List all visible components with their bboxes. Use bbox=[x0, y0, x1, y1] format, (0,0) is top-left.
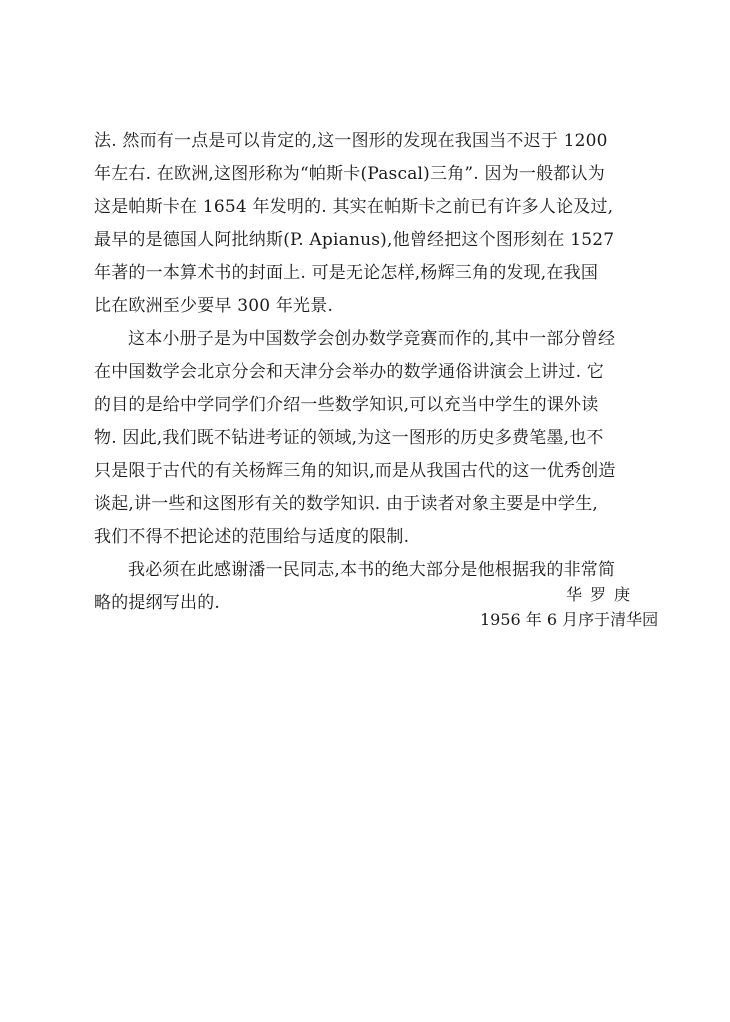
paragraph-2-line-7: 我们不得不把论述的范围给与适度的限制. bbox=[94, 527, 410, 547]
paragraph-1-line-6: 比在欧洲至少要早 300 年光景. bbox=[94, 296, 334, 316]
paragraph-2-line-6: 谈起,讲一些和这图形有关的数学知识. 由于读者对象主要是中学生, bbox=[94, 494, 599, 514]
paragraph-3-line-1: 我必须在此感谢潘一民同志,本书的绝大部分是他根据我的非常简 bbox=[128, 560, 616, 580]
paragraph-1-line-4: 最早的是德国人阿批纳斯(P. Apianus),他曾经把这个图形刻在 1527 bbox=[94, 230, 615, 250]
signature-date: 1956 年 6 月序于清华园 bbox=[480, 610, 659, 629]
paragraph-2-line-3: 的目的是给中学同学们介绍一些数学知识,可以充当中学生的课外读 bbox=[94, 395, 599, 415]
paragraph-2-line-4: 物. 因此,我们既不钻进考证的领域,为这一图形的历史多费笔墨,也不 bbox=[94, 428, 604, 448]
paragraph-1-line-2: 年左右. 在欧洲,这图形称为“帕斯卡(Pascal)三角”. 因为一般都认为 bbox=[94, 164, 605, 184]
paragraph-3-line-2: 略的提纲写出的. bbox=[94, 593, 221, 613]
paragraph-2-line-2: 在中国数学会北京分会和天津分会举办的数学通俗讲演会上讲过. 它 bbox=[94, 362, 605, 382]
paragraph-1-line-5: 年著的一本算术书的封面上. 可是无论怎样,杨辉三角的发现,在我国 bbox=[94, 263, 599, 283]
paragraph-2-line-1: 这本小册子是为中国数学会创办数学竞赛而作的,其中一部分曾经 bbox=[128, 329, 616, 349]
paragraph-2-line-5: 只是限于古代的有关杨辉三角的知识,而是从我国古代的这一优秀创造 bbox=[94, 461, 616, 481]
paragraph-1-line-3: 这是帕斯卡在 1654 年发明的. 其实在帕斯卡之前已有许多人论及过, bbox=[94, 197, 614, 217]
paragraph-1-line-1: 法. 然而有一点是可以肯定的,这一图形的发现在我国当不迟于 1200 bbox=[94, 131, 608, 151]
signature-name: 华罗庚 bbox=[566, 585, 639, 604]
